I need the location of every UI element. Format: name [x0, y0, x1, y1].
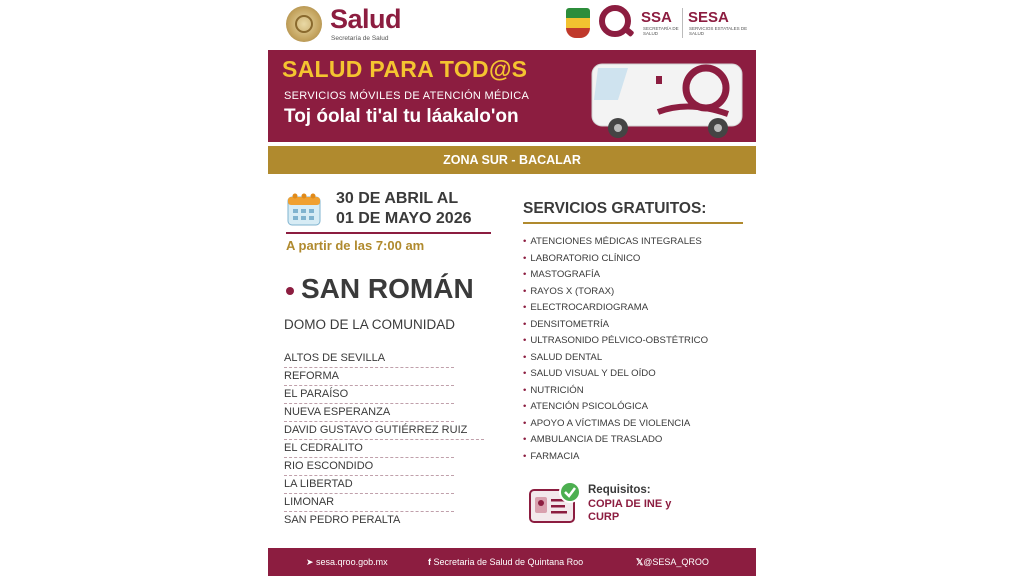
event-venue: DOMO DE LA COMUNIDAD	[284, 317, 456, 332]
service-item: • NUTRICIÓN	[523, 383, 708, 400]
footer-facebook-text: Secretaria de Salud de Quintana Roo	[433, 557, 584, 567]
services-title: SERVICIOS GRATUITOS:	[523, 200, 707, 217]
services-list	[523, 234, 708, 465]
locality-item: RIO ESCONDIDO	[284, 458, 454, 476]
requirements-title: Requisitos:	[588, 484, 651, 496]
salud-logo-text: Salud	[330, 4, 402, 34]
event-time: A partir de las 7:00 am	[286, 238, 425, 253]
locality-item: DAVID GUSTAVO GUTIÉRREZ RUIZ	[284, 422, 484, 440]
localities-list	[284, 350, 484, 530]
service-item: • SALUD VISUAL Y DEL OÍDO	[523, 366, 708, 383]
facebook-icon: f	[428, 557, 434, 567]
service-item: • RAYOS X (TORAX)	[523, 284, 708, 301]
mobile-clinic-van-icon	[588, 60, 748, 140]
x-logo-icon: 𝕏	[636, 557, 644, 567]
locality-item: SAN PEDRO PERALTA	[284, 514, 401, 526]
service-item: • AMBULANCIA DE TRASLADO	[523, 432, 708, 449]
event-place: SAN ROMÁN	[301, 273, 474, 304]
service-item: • APOYO A VÍCTIMAS DE VIOLENCIA	[523, 416, 708, 433]
event-date	[336, 189, 471, 229]
place-bullet-icon	[286, 287, 294, 295]
locality-item: LIMONAR	[284, 494, 454, 512]
sesa-logo-text: SESA	[688, 9, 729, 26]
service-item: • MASTOGRAFÍA	[523, 267, 708, 284]
logo-bar	[268, 0, 756, 48]
services-divider	[523, 222, 743, 224]
salud-logo-subtext: Secretaría de Salud	[331, 35, 389, 42]
date-divider	[286, 232, 491, 234]
locality-item: ALTOS DE SEVILLA	[284, 350, 454, 368]
cursor-arrow-icon: ➤	[306, 557, 317, 567]
ssa-logo-subtext: SECRETARÍA DE SALUD	[643, 26, 679, 36]
national-seal-logo	[286, 6, 322, 42]
banner-title: SALUD PARA TOD@S	[282, 56, 528, 82]
id-card-check-icon	[528, 480, 584, 526]
event-date-line1: 30 DE ABRIL AL	[336, 190, 459, 207]
service-item: • ATENCIONES MÉDICAS INTEGRALES	[523, 234, 708, 251]
footer-facebook[interactable]	[428, 557, 583, 567]
banner-maya-text: Toj óolal ti'al tu láakalo'on	[284, 106, 519, 127]
locality-item: LA LIBERTAD	[284, 476, 454, 494]
footer-website[interactable]	[306, 557, 388, 568]
service-item: • ATENCIÓN PSICOLÓGICA	[523, 399, 708, 416]
locality-item: EL PARAÍSO	[284, 386, 454, 404]
requirements-body: COPIA DE INE y CURP	[588, 498, 672, 523]
ssa-logo-text: SSA	[641, 9, 672, 26]
footer	[268, 548, 756, 576]
service-item: • ELECTROCARDIOGRAMA	[523, 300, 708, 317]
service-item: • ULTRASONIDO PÉLVICO-OBSTÉTRICO	[523, 333, 708, 350]
locality-item: REFORMA	[284, 368, 454, 386]
footer-x-text: @SESA_QROO	[643, 557, 709, 567]
quintana-roo-shield-logo	[566, 8, 590, 38]
locality-item: NUEVA ESPERANZA	[284, 404, 454, 422]
q-logo-tail	[621, 25, 634, 37]
logo-divider	[682, 8, 683, 38]
locality-item: EL CEDRALITO	[284, 440, 454, 458]
service-item: • LABORATORIO CLÍNICO	[523, 251, 708, 268]
service-item: • FARMACIA	[523, 449, 708, 466]
service-item: • DENSITOMETRÍA	[523, 317, 708, 334]
footer-x[interactable]	[636, 557, 709, 568]
calendar-icon	[286, 191, 322, 227]
event-date-line2: 01 DE MAYO 2026	[336, 210, 472, 227]
banner-subtitle: SERVICIOS MÓVILES DE ATENCIÓN MÉDICA	[284, 90, 530, 102]
zone-bar: ZONA SUR - BACALAR	[268, 146, 756, 174]
poster	[268, 0, 756, 576]
service-item: • SALUD DENTAL	[523, 350, 708, 367]
sesa-logo-subtext: SERVICIOS ESTATALES DE SALUD	[689, 26, 748, 36]
footer-website-text: sesa.qroo.gob.mx	[316, 557, 388, 567]
